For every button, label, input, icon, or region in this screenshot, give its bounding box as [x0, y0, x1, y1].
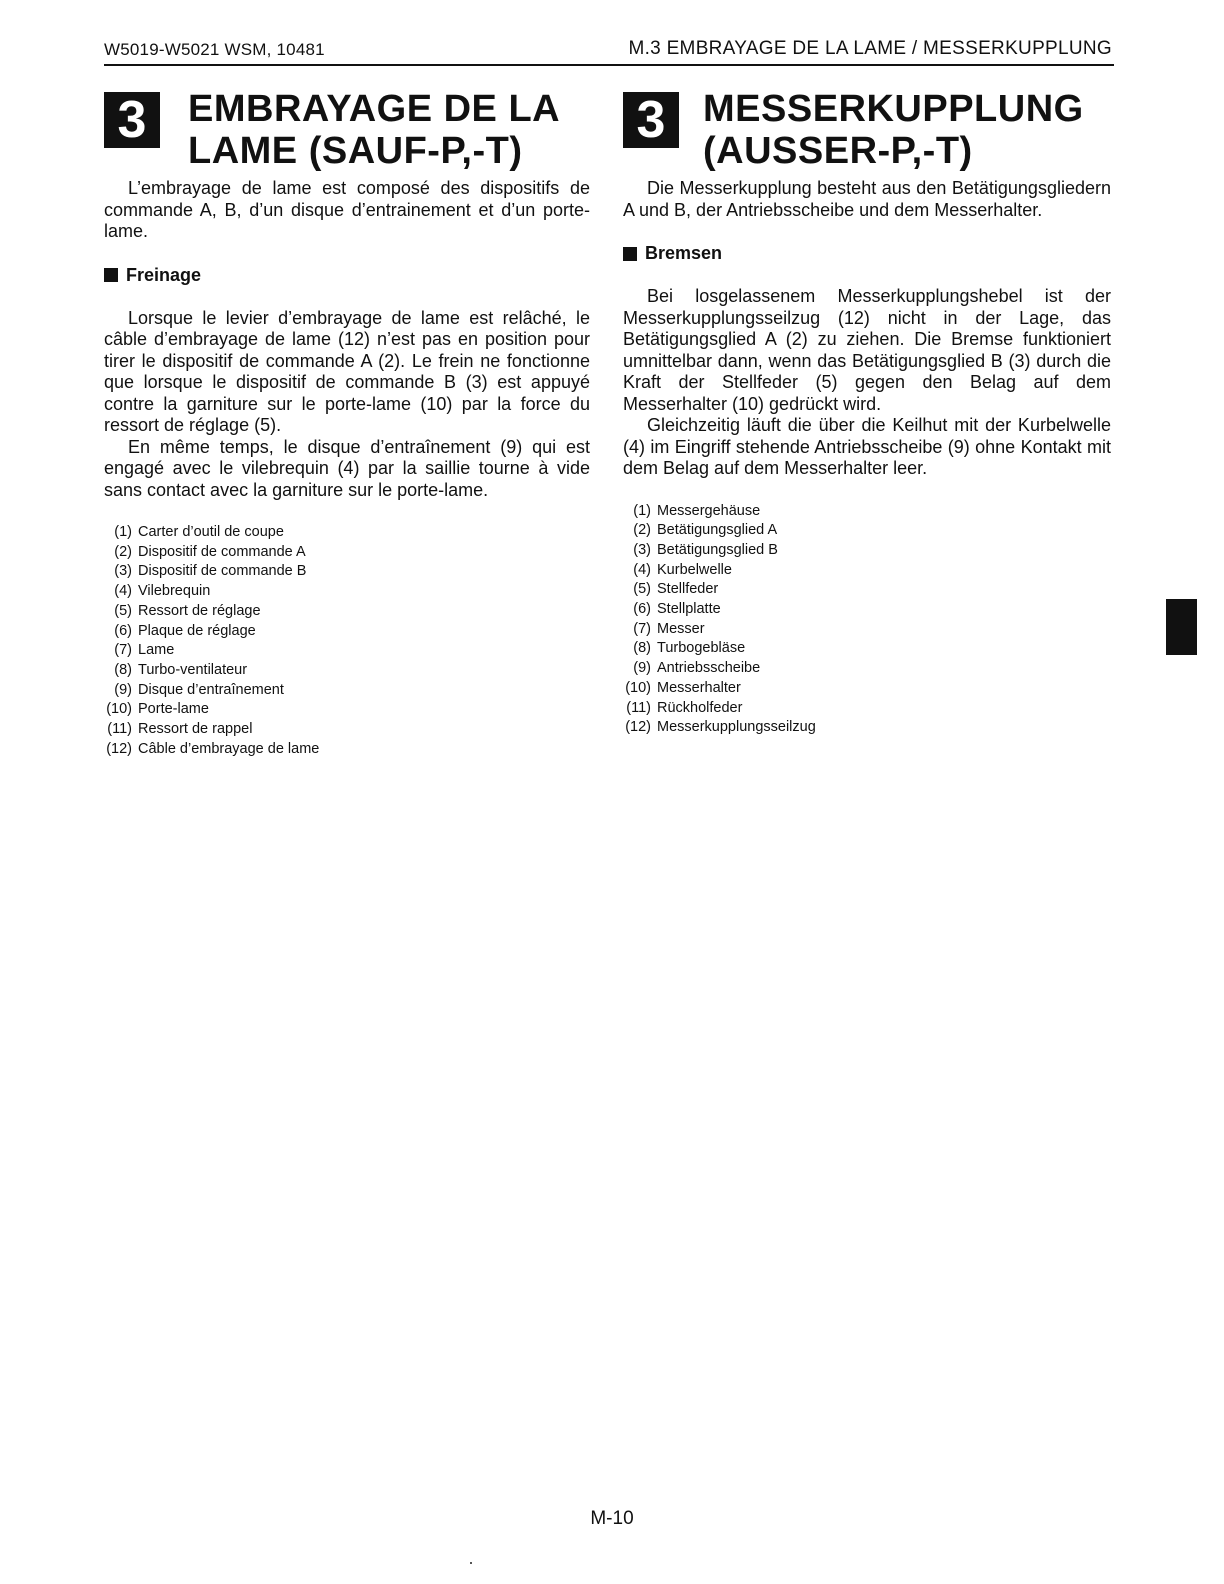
legend-item: (7) Lame [114, 642, 175, 659]
header-rule [104, 64, 1114, 66]
french-paragraph-1: Lorsque le levier d’embrayage de lame est relâché, le câble d’embrayage de lame (12) n’est pas en position pour tirer le dispositif de commande A (2). Le frein ne fonctionne que lorsque le dispositif de commande B (3) est appuyé contre la garniture sur le porte-lame (10) par la force du ressort de réglage (5). [104, 307, 590, 435]
french-title [188, 88, 560, 172]
scan-speck [470, 1562, 472, 1564]
french-column [104, 88, 590, 759]
section-number-badge: 3 [623, 92, 679, 148]
french-title-line1: EMBRAYAGE DE LA [188, 88, 561, 130]
legend-item: (2) Dispositif de commande A [114, 543, 306, 560]
german-intro: Die Messerkupplung besteht aus den Betätigungsgliedern A und B, der Antriebsscheibe und dem Messerhalter. [623, 178, 1111, 220]
legend-item: (4) Vilebrequin [114, 583, 211, 600]
legend-item: (12) Messerkupplungsseilzug [625, 719, 816, 736]
french-section-heading [104, 265, 590, 286]
german-column [623, 88, 1111, 738]
legend-item: (2) Betätigungsglied A [633, 522, 778, 539]
french-intro: L’embrayage de lame est composé des dispositifs de commande A, B, d’un disque d’entrainement et d’un porte-lame. [104, 178, 590, 241]
legend-item: (6) Plaque de réglage [114, 622, 256, 639]
german-section-heading [623, 243, 1111, 264]
german-title-line2: (AUSSER-P,-T) [703, 130, 973, 172]
french-title-line2: LAME (SAUF-P,-T) [188, 130, 523, 172]
legend-item: (3) Dispositif de commande B [114, 563, 307, 580]
legend-item: (1) Messergehäuse [633, 502, 761, 519]
legend-item: (9) Antriebsscheibe [633, 660, 761, 677]
legend-item: (3) Betätigungsglied B [633, 541, 778, 558]
french-legend [104, 523, 590, 759]
legend-item: (1) Carter d’outil de coupe [114, 524, 284, 540]
bullet-square-icon [104, 268, 118, 282]
german-paragraph-2: Gleichzeitig läuft die über die Keilhut mit der Kurbelwelle (4) im Eingriff stehende Antriebsscheibe (9) ohne Kontakt mit dem Belag auf dem Messerhalter leer. [623, 415, 1111, 478]
legend-item: (8) Turbo-ventilateur [114, 661, 248, 678]
german-section-label: Bremsen [645, 243, 723, 263]
legend-item: (5) Ressort de réglage [114, 602, 261, 619]
chapter-thumb-tab [1166, 599, 1197, 655]
bullet-square-icon [623, 247, 637, 261]
german-paragraph-1: Bei losgelassenem Messerkupplungshebel ist der Messerkupplungsseilzug (12) nicht in der Lage, das Betätigungsglied A (2) zu ziehen. Die Bremse funktioniert umnittelbar dann, wenn das Betätigungsglied B (3) durch die Kraft der Stellfeder (5) gegen den Belag auf dem Messerhalter (10) gedrückt wird. [623, 286, 1111, 414]
german-legend [623, 502, 1111, 738]
legend-item: (6) Stellplatte [633, 601, 721, 618]
legend-item: (11) Rückholfeder [626, 699, 743, 716]
legend-item: (10) Porte-lame [106, 701, 209, 718]
legend-item: (11) Ressort de rappel [107, 721, 253, 738]
french-section-label: Freinage [126, 264, 202, 285]
section-number-badge: 3 [104, 92, 160, 148]
german-title-block [623, 88, 1111, 174]
legend-item: (4) Kurbelwelle [633, 561, 732, 578]
legend-item: (7) Messer [633, 620, 705, 637]
page-number: M-10 [590, 1508, 634, 1529]
legend-item: (10) Messerhalter [625, 679, 741, 696]
german-title-line1: MESSERKUPPLUNG [703, 88, 1084, 130]
french-title-block [104, 88, 590, 174]
legend-item: (5) Stellfeder [633, 581, 719, 598]
legend-item: (12) Câble d’embrayage de lame [106, 740, 320, 757]
header-section-title: M.3 EMBRAYAGE DE LA LAME / MESSERKUPPLUNG [628, 38, 1112, 59]
french-paragraph-2: En même temps, le disque d’entraînement (9) qui est engagé avec le vilebrequin (4) par la saillie tourne à vide sans contact avec la garniture sur le porte-lame. [104, 436, 590, 500]
header-doc-id: W5019-W5021 WSM, 10481 [104, 40, 325, 59]
german-title [703, 88, 1084, 172]
legend-item: (8) Turbogebläse [633, 640, 746, 657]
legend-item: (9) Disque d’entraînement [114, 681, 284, 698]
